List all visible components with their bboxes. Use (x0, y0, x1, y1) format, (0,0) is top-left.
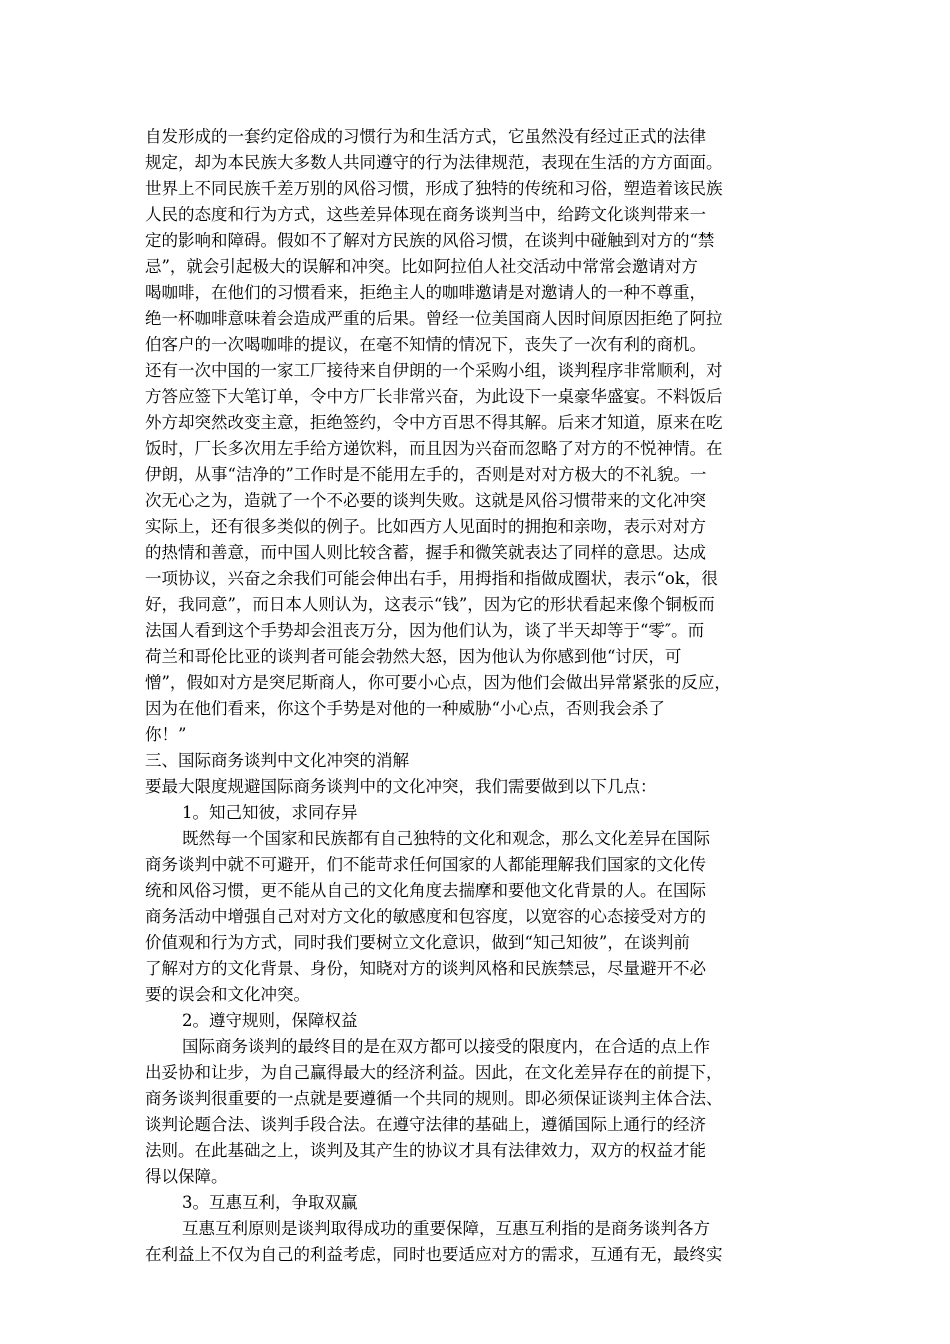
text-line: 了解对方的文化背景、身份，知晓对方的谈判风格和民族禁忌，尽量避开不必 (145, 959, 706, 978)
text-line: 你！” (145, 725, 187, 744)
text-line: 还有一次中国的一家工厂接待来自伊朗的一个采购小组，谈判程序非常顺利，对 (145, 361, 723, 380)
text-line: 在利益上不仅为自己的利益考虑，同时也要适应对方的需求，互通有无，最终实 (145, 1245, 723, 1264)
text-line: 忌”，就会引起极大的误解和冲突。比如阿拉伯人社交活动中常常会邀请对方 (145, 257, 698, 276)
text-line: 方答应签下大笔订单，令中方厂长非常兴奋，为此设下一桌豪华盛宴。不料饭后 (145, 387, 723, 406)
text-line: 出妥协和让步，为自己赢得最大的经济利益。因此，在文化差异存在的前提下， (145, 1063, 723, 1082)
text-line: 得以保障。 (145, 1167, 228, 1186)
text-line: 好，我同意”，而日本人则认为，这表示“钱”，因为它的形状看起来像个铜板而 (145, 595, 715, 614)
subsection-heading: 3。互惠互利，争取双赢 (182, 1193, 358, 1212)
text-line: 互惠互利原则是谈判取得成功的重要保障，互惠互利指的是商务谈判各方 (182, 1219, 710, 1238)
text-line: 因为在他们看来，你这个手势是对他的一种威胁“小心点，否则我会杀了 (145, 699, 665, 718)
text-line: 既然每一个国家和民族都有自己独特的文化和观念，那么文化差异在国际 (182, 829, 710, 848)
text-line: 的热情和善意，而中国人则比较含蓄，握手和微笑就表达了同样的意思。达成 (145, 543, 706, 562)
text-line: 世界上不同民族千差万别的风俗习惯，形成了独特的传统和习俗，塑造着该民族 (145, 179, 723, 198)
subsection-heading: 1。知己知彼，求同存异 (182, 803, 358, 822)
text-line: 法则。在此基础之上，谈判及其产生的协议才具有法律效力，双方的权益才能 (145, 1141, 706, 1160)
text-line: 人民的态度和行为方式，这些差异体现在商务谈判当中，给跨文化谈判带来一 (145, 205, 706, 224)
text-line: 谈判论题合法、谈判手段合法。在遵守法律的基础上，遵循国际上通行的经济 (145, 1115, 706, 1134)
text-line: 国际商务谈判的最终目的是在双方都可以接受的限度内，在合适的点上作 (182, 1037, 710, 1056)
text-line: 定的影响和障碍。假如不了解对方民族的风俗习惯，在谈判中碰触到对方的“禁 (145, 231, 715, 250)
text-line: 次无心之为，造就了一个不必要的谈判失败。这就是风俗习惯带来的文化冲突 (145, 491, 706, 510)
text-line: 商务活动中增强自己对对方文化的敏感度和包容度，以宽容的心态接受对方的 (145, 907, 706, 926)
text-line: 饭时，厂长多次用左手给方递饮料，而且因为兴奋而忽略了对方的不悦神情。在 (145, 439, 723, 458)
text-line: 憎”，假如对方是突尼斯商人，你可要小心点，因为他们会做出异常紧张的反应， (145, 673, 731, 692)
text-line: 伯客户的一次喝咖啡的提议，在毫不知情的情况下，丧失了一次有利的商机。 (145, 335, 706, 354)
text-line: 要的误会和文化冲突。 (145, 985, 310, 1004)
text-line: 实际上，还有很多类似的例子。比如西方人见面时的拥抱和亲吻，表示对对方 (145, 517, 706, 536)
subsection-heading: 2。遵守规则，保障权益 (182, 1011, 358, 1030)
text-line: 喝咖啡，在他们的习惯看来，拒绝主人的咖啡邀请是对邀请人的一种不尊重， (145, 283, 706, 302)
text-line: 商务谈判很重要的一点就是要遵循一个共同的规则。即必须保证谈判主体合法、 (145, 1089, 723, 1108)
section-heading: 三、国际商务谈判中文化冲突的消解 (145, 751, 409, 770)
text-line: 统和风俗习惯，更不能从自己的文化角度去揣摩和要他文化背景的人。在国际 (145, 881, 706, 900)
text-line: 价值观和行为方式，同时我们要树立文化意识，做到“知己知彼”，在谈判前 (145, 933, 690, 952)
text-line: 一项协议，兴奋之余我们可能会伸出右手，用拇指和指做成圈状，表示“ok，很 (145, 569, 718, 588)
text-line: 自发形成的一套约定俗成的习惯行为和生活方式，它虽然没有经过正式的法律 (145, 127, 706, 146)
text-line: 法国人看到这个手势却会沮丧万分，因为他们认为，谈了半天却等于“零″。而 (145, 621, 705, 640)
text-line: 要最大限度规避国际商务谈判中的文化冲突，我们需要做到以下几点： (145, 777, 657, 796)
text-line: 绝一杯咖啡意味着会造成严重的后果。曾经一位美国商人因时间原因拒绝了阿拉 (145, 309, 723, 328)
text-line: 外方却突然改变主意，拒绝签约，令中方百思不得其解。后来才知道，原来在吃 (145, 413, 723, 432)
text-line: 荷兰和哥伦比亚的谈判者可能会勃然大怒，因为他认为你感到他“讨厌，可 (145, 647, 682, 666)
text-line: 规定，却为本民族大多数人共同遵守的行为法律规范，表现在生活的方方面面。 (145, 153, 723, 172)
text-line: 商务谈判中就不可避开，们不能苛求任何国家的人都能理解我们国家的文化传 (145, 855, 706, 874)
text-line: 伊朗，从事“洁净的”工作时是不能用左手的，否则是对对方极大的不礼貌。一 (145, 465, 707, 484)
